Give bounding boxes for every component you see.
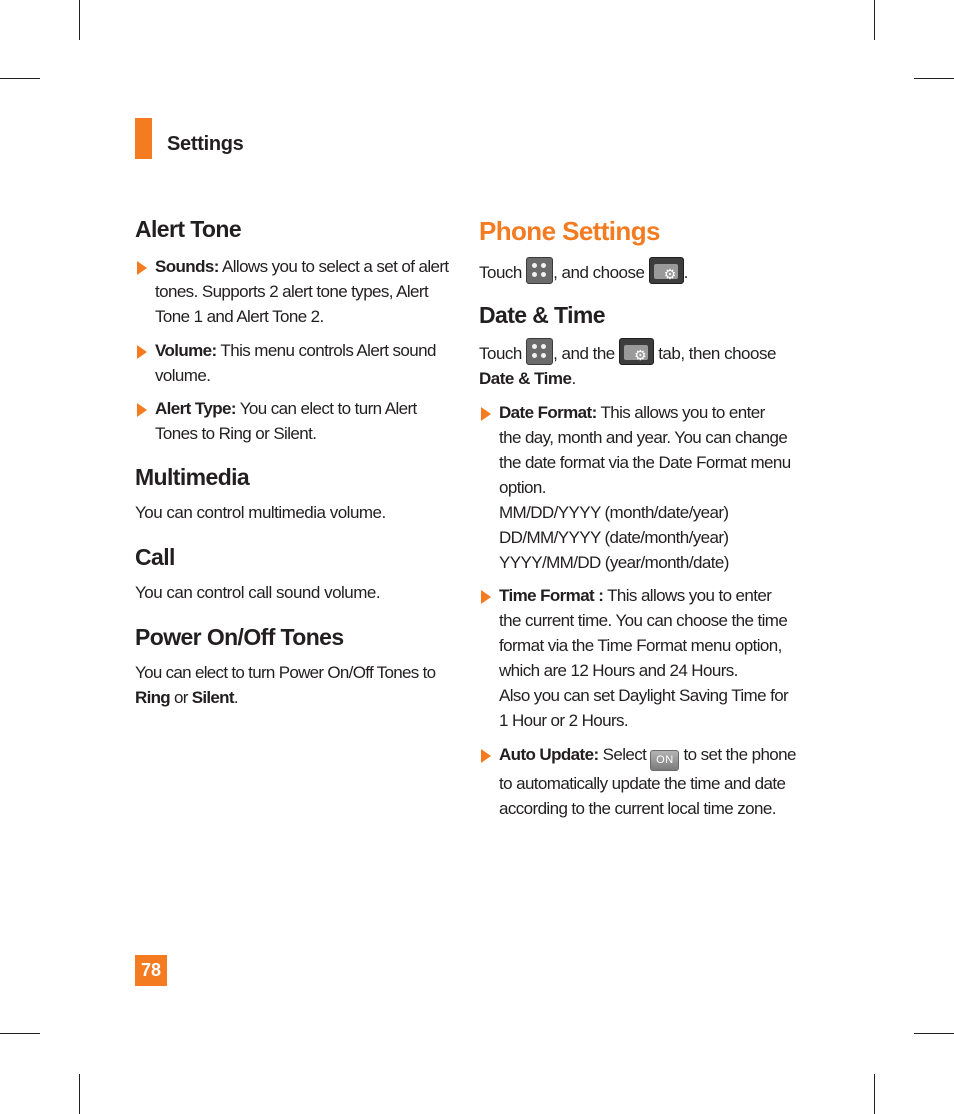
date-format-text: option. bbox=[499, 478, 546, 497]
time-format-text: This allows you to enter bbox=[603, 586, 772, 605]
auto-update-text: according to the current local time zone. bbox=[499, 799, 776, 818]
bullet-arrow-icon bbox=[481, 749, 491, 763]
bullet-arrow-icon bbox=[481, 407, 491, 421]
phone-settings-heading: Phone Settings bbox=[479, 216, 660, 246]
auto-update-text: Select bbox=[598, 745, 651, 764]
sounds-bullet bbox=[135, 254, 460, 329]
tab-then-text: tab, then choose bbox=[653, 344, 776, 363]
bullet-arrow-icon bbox=[137, 345, 147, 359]
call-heading: Call bbox=[135, 544, 175, 570]
crop-mark bbox=[874, 0, 875, 40]
applications-icon bbox=[526, 257, 553, 284]
volume-bullet bbox=[135, 338, 460, 388]
date-format-text: the day, month and year. You can change bbox=[499, 428, 788, 447]
crop-mark bbox=[79, 1074, 80, 1114]
sounds-text: Allows you to select a set of alert bbox=[218, 257, 449, 276]
and-the-text: , and the bbox=[553, 344, 619, 363]
left-column bbox=[135, 214, 460, 710]
crop-mark bbox=[79, 0, 80, 40]
volume-text: volume. bbox=[155, 366, 211, 385]
volume-label: Volume: bbox=[155, 341, 217, 360]
call-text: You can control call sound volume. bbox=[135, 583, 381, 602]
sounds-label: Sounds: bbox=[155, 257, 219, 276]
date-format-option: MM/DD/YYYY (month/date/year) bbox=[499, 503, 729, 522]
power-tones-heading: Power On/Off Tones bbox=[135, 624, 344, 650]
alert-tone-heading: Alert Tone bbox=[135, 216, 242, 242]
date-time-intro bbox=[479, 338, 809, 391]
time-format-text: Also you can set Daylight Saving Time for bbox=[499, 686, 789, 705]
bullet-arrow-icon bbox=[137, 403, 147, 417]
ring-option: Ring bbox=[135, 688, 170, 707]
period: . bbox=[233, 688, 238, 707]
time-format-text: format via the Time Format menu option, bbox=[499, 636, 782, 655]
phone-settings-intro bbox=[479, 257, 809, 285]
date-format-option: YYYY/MM/DD (year/month/date) bbox=[499, 553, 729, 572]
and-choose-text: , and choose bbox=[553, 263, 649, 282]
date-format-text: This allows you to enter bbox=[596, 403, 765, 422]
period: . bbox=[683, 263, 688, 282]
crop-mark bbox=[0, 78, 40, 79]
time-format-bullet bbox=[479, 583, 809, 733]
date-format-text: the date format via the Date Format menu bbox=[499, 453, 791, 472]
time-format-text: 1 Hour or 2 Hours. bbox=[499, 711, 629, 730]
settings-tab-icon: ⚙ bbox=[619, 338, 654, 365]
auto-update-label: Auto Update: bbox=[499, 745, 599, 764]
section-title: Settings bbox=[167, 133, 244, 155]
sounds-text: Tone 1 and Alert Tone 2. bbox=[155, 307, 324, 326]
auto-update-text: to automatically update the time and date bbox=[499, 774, 786, 793]
page-number: 78 bbox=[135, 955, 167, 986]
on-toggle-icon: ON bbox=[650, 750, 679, 771]
touch-text: Touch bbox=[479, 344, 527, 363]
crop-mark bbox=[0, 1033, 40, 1034]
multimedia-heading: Multimedia bbox=[135, 464, 250, 490]
power-tones-text bbox=[135, 660, 460, 710]
or-word: or bbox=[169, 688, 192, 707]
period: . bbox=[571, 369, 576, 388]
date-format-option: DD/MM/YYYY (date/month/year) bbox=[499, 528, 729, 547]
date-format-label: Date Format: bbox=[499, 403, 597, 422]
auto-update-bullet bbox=[479, 742, 809, 821]
touch-text: Touch bbox=[479, 263, 527, 282]
bullet-arrow-icon bbox=[481, 590, 491, 604]
date-time-heading: Date & Time bbox=[479, 302, 605, 328]
multimedia-text: You can control multimedia volume. bbox=[135, 503, 386, 522]
alert-type-bullet bbox=[135, 396, 460, 446]
crop-mark bbox=[914, 78, 954, 79]
auto-update-text: to set the phone bbox=[679, 745, 796, 764]
alert-type-text: You can elect to turn Alert bbox=[235, 399, 417, 418]
applications-icon bbox=[526, 338, 553, 365]
date-time-menu-name: Date & Time bbox=[479, 369, 572, 388]
power-tones-line: You can elect to turn Power On/Off Tones to bbox=[135, 663, 436, 682]
time-format-label: Time Format : bbox=[499, 586, 604, 605]
crop-mark bbox=[874, 1074, 875, 1114]
crop-mark bbox=[914, 1033, 954, 1034]
alert-type-text: Tones to Ring or Silent. bbox=[155, 424, 317, 443]
bullet-arrow-icon bbox=[137, 261, 147, 275]
volume-text: This menu controls Alert sound bbox=[216, 341, 436, 360]
time-format-text: which are 12 Hours and 24 Hours. bbox=[499, 661, 738, 680]
date-format-bullet bbox=[479, 400, 809, 575]
silent-option: Silent bbox=[191, 688, 234, 707]
header-accent-bar bbox=[135, 118, 152, 159]
right-column bbox=[479, 214, 809, 821]
alert-type-label: Alert Type: bbox=[155, 399, 236, 418]
settings-icon: ⚙ bbox=[649, 257, 684, 284]
sounds-text: tones. Supports 2 alert tone types, Alert bbox=[155, 282, 429, 301]
time-format-text: the current time. You can choose the time bbox=[499, 611, 788, 630]
